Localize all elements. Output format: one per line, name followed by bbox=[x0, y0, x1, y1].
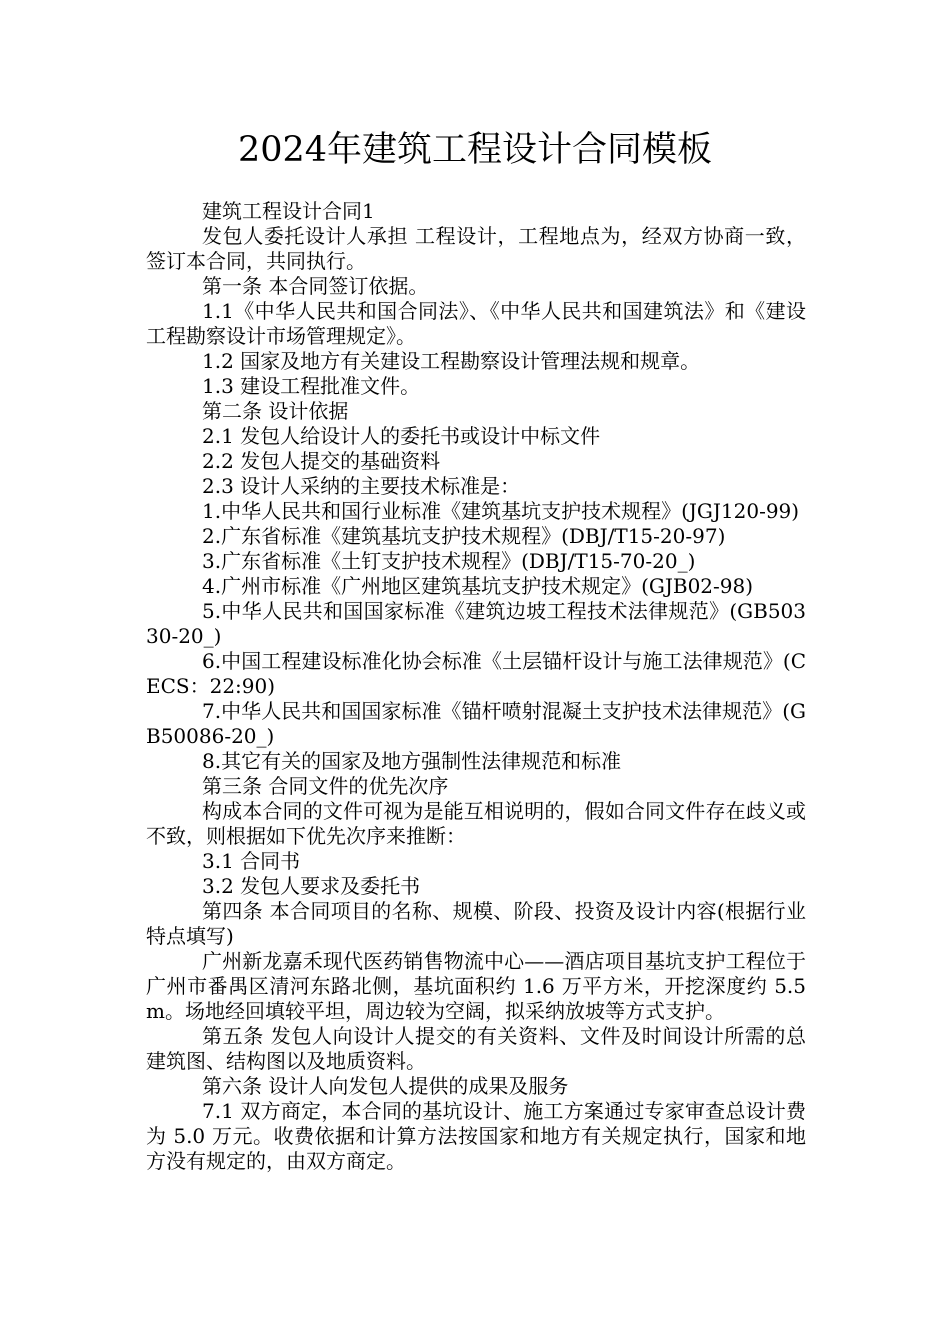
standard-item-8: 8.其它有关的国家及地方强制性法律规范和标准 bbox=[202, 749, 622, 773]
article-5-text: 第五条 发包人向设计人提交的有关资料、文件及时间设计所需的总建筑图、结构图以及地质资料。 bbox=[146, 1024, 806, 1073]
clause-1-2: 1.2 国家及地方有关建设工程勘察设计管理法规和规章。 bbox=[202, 349, 701, 373]
standard-item-5: 5.中华人民共和国国家标准《建筑边坡工程技术法律规范》(GB50330-20_) bbox=[146, 599, 806, 648]
article-6-heading: 第六条 设计人向发包人提供的成果及服务 bbox=[202, 1074, 569, 1098]
standard-item-1: 1.中华人民共和国行业标准《建筑基坑支护技术规程》(JGJ120-99) bbox=[202, 499, 800, 523]
clause-3-1: 3.1 合同书 bbox=[202, 849, 301, 873]
standard-item-7: 7.中华人民共和国国家标准《锚杆喷射混凝土支护技术法律规范》(GB50086-20_) bbox=[146, 699, 806, 748]
article-2-heading: 第二条 设计依据 bbox=[202, 399, 349, 423]
document-body bbox=[146, 199, 806, 1174]
paragraph-intro: 发包人委托设计人承担 工程设计，工程地点为，经双方协商一致，签订本合同，共同执行。 bbox=[146, 224, 806, 273]
clause-3-2: 3.2 发包人要求及委托书 bbox=[202, 874, 421, 898]
paragraph-heading: 建筑工程设计合同1 bbox=[202, 199, 375, 223]
article-1-heading: 第一条 本合同签订依据。 bbox=[202, 274, 429, 298]
clause-1-1: 1.1《中华人民共和国合同法》、《中华人民共和国建筑法》和《建设工程勘察设计市场管理规定》。 bbox=[146, 299, 806, 348]
standard-item-3: 3.广东省标准《土钉支护技术规程》(DBJ/T15-70-20_) bbox=[202, 549, 696, 573]
clause-1-3: 1.3 建设工程批准文件。 bbox=[202, 374, 421, 398]
article-3-text: 构成本合同的文件可视为是能互相说明的，假如合同文件存在歧义或不致，则根据如下优先次序来推断： bbox=[146, 799, 806, 848]
standard-item-4: 4.广州市标准《广州地区建筑基坑支护技术规定》(GJB02-98) bbox=[202, 574, 754, 598]
article-3-heading: 第三条 合同文件的优先次序 bbox=[202, 774, 449, 798]
clause-7-1: 7.1 双方商定，本合同的基坑设计、施工方案通过专家审查总设计费为 5.0 万元。收费依据和计算方法按国家和地方有关规定执行，国家和地方没有规定的，由双方商定。 bbox=[146, 1099, 806, 1173]
page-title: 2024年建筑工程设计合同模板 bbox=[237, 130, 713, 170]
clause-2-2: 2.2 发包人提交的基础资料 bbox=[202, 449, 441, 473]
standard-item-6: 6.中国工程建设标准化协会标准《土层锚杆设计与施工法律规范》(CECS：22:90) bbox=[146, 649, 806, 698]
clause-2-3: 2.3 设计人采纳的主要技术标准是： bbox=[202, 474, 521, 498]
article-4-heading: 第四条 本合同项目的名称、规模、阶段、投资及设计内容(根据行业特点填写) bbox=[146, 899, 806, 948]
article-4-text: 广州新龙嘉禾现代医药销售物流中心——酒店项目基坑支护工程位于广州市番禺区清河东路北侧，基坑面积约 1.6 万平方米，开挖深度约 5.5m。场地经回填较平坦，周边较为空阔，拟采纳放坡等方式支护。 bbox=[146, 949, 806, 1023]
clause-2-1: 2.1 发包人给设计人的委托书或设计中标文件 bbox=[202, 424, 601, 448]
standard-item-2: 2.广东省标准《建筑基坑支护技术规程》(DBJ/T15-20-97) bbox=[202, 524, 726, 548]
